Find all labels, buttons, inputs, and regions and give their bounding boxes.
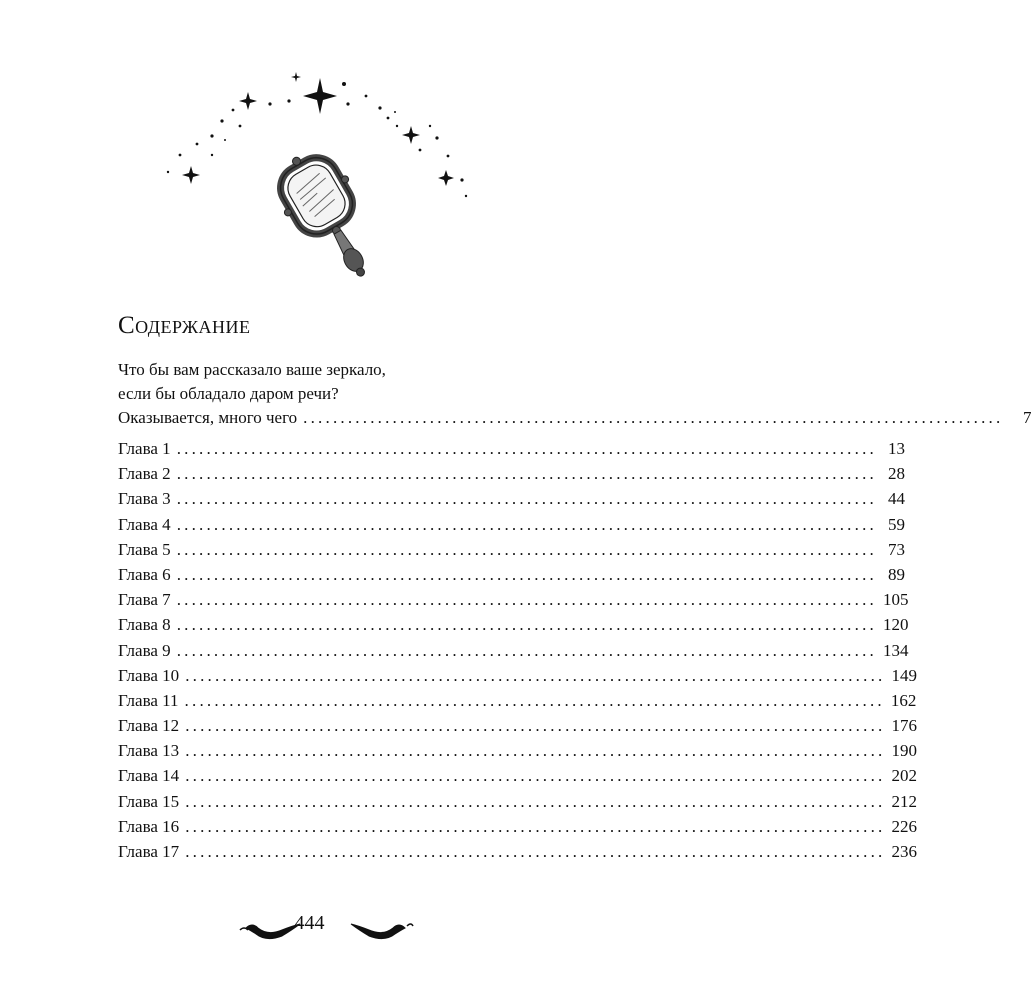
chapter-label: Глава 13 [118, 741, 180, 761]
dot-leader: .............................................................................................. [185, 816, 886, 836]
dot-leader: .............................................................................................. [176, 615, 877, 635]
toc-chapter-entry[interactable] [118, 640, 909, 666]
chapter-label: Глава 12 [118, 716, 180, 736]
chapter-label: Глава 4 [118, 514, 171, 534]
toc-chapter-entry[interactable] [118, 716, 917, 741]
toc-chapter-entry[interactable] [118, 564, 905, 590]
chapter-page-number: 190 [891, 741, 917, 761]
chapter-label: Глава 16 [118, 816, 180, 836]
chapter-label: Глава 11 [118, 690, 179, 710]
chapter-page-number: 44 [888, 489, 905, 509]
toc-chapter-entry[interactable] [118, 690, 917, 716]
toc-chapter-entry[interactable] [118, 791, 917, 817]
dot-leader: .............................................................................................. [185, 716, 886, 736]
toc-chapter-entry[interactable] [118, 489, 905, 514]
toc-chapter-entry[interactable] [118, 766, 917, 791]
dot-leader: .............................................................................................. [303, 408, 1004, 427]
chapter-label: Глава 2 [118, 464, 171, 484]
chapter-page-number: 13 [888, 439, 905, 458]
chapter-label: Глава 5 [118, 539, 171, 559]
hand-mirror-illustration [0, 0, 619, 300]
chapter-label: Глава 14 [118, 766, 180, 786]
dot-leader: .............................................................................................. [185, 791, 886, 811]
page-number: 444 [294, 912, 325, 934]
toc-chapter-entry[interactable] [118, 439, 905, 464]
intro-line: если бы обладало даром речи? [118, 384, 339, 403]
chapter-page-number: 162 [890, 690, 917, 710]
chapter-page-number: 149 [891, 665, 917, 685]
dot-leader: .............................................................................................. [176, 539, 877, 559]
chapter-page-number: 105 [883, 590, 909, 610]
toc-chapter-entry[interactable] [118, 464, 905, 489]
toc-chapter-entry[interactable] [118, 741, 917, 766]
toc-intro-entry[interactable] [118, 406, 1031, 431]
entry-label: Оказывается, много чего [118, 408, 298, 427]
dot-leader: .............................................................................................. [176, 514, 877, 534]
chapter-page-number: 236 [891, 842, 917, 861]
dot-leader: .............................................................................................. [185, 766, 886, 786]
dot-leader: .............................................................................................. [176, 590, 877, 610]
toc-chapter-entry[interactable] [118, 665, 917, 691]
dot-leader: .............................................................................................. [176, 489, 877, 509]
dot-leader: .............................................................................................. [185, 842, 886, 861]
chapter-page-number: 176 [891, 716, 917, 736]
toc-intro [118, 358, 1031, 431]
chapter-page-number: 202 [891, 766, 917, 786]
toc-title: Содержание [118, 312, 251, 339]
toc-chapter-entry[interactable] [118, 842, 917, 867]
dot-leader: .............................................................................................. [176, 640, 877, 660]
chapter-label: Глава 1 [118, 439, 171, 458]
chapter-page-number: 28 [888, 464, 905, 484]
chapter-label: Глава 10 [118, 665, 180, 685]
toc-chapter-entry[interactable] [118, 615, 909, 640]
entry-page-number: 7 [1022, 408, 1031, 427]
dot-leader: .............................................................................................. [176, 439, 877, 458]
toc-chapter-entry[interactable] [118, 590, 909, 615]
dot-leader: .............................................................................................. [185, 741, 886, 761]
dot-leader: .............................................................................................. [176, 564, 877, 584]
chapter-page-number: 59 [888, 514, 905, 534]
toc-chapter-entry[interactable] [118, 539, 905, 565]
chapter-label: Глава 17 [118, 842, 180, 861]
toc-chapter-entry[interactable] [118, 816, 917, 842]
chapter-page-number: 226 [891, 816, 917, 836]
chapter-label: Глава 7 [118, 590, 171, 610]
intro-line: Что бы вам рассказало ваше зеркало, [118, 360, 386, 379]
chapter-label: Глава 6 [118, 564, 171, 584]
chapter-list [118, 439, 917, 867]
chapter-label: Глава 8 [118, 615, 171, 635]
chapter-label: Глава 9 [118, 640, 171, 660]
dot-leader: .............................................................................................. [185, 665, 886, 685]
chapter-label: Глава 3 [118, 489, 171, 509]
chapter-page-number: 212 [891, 791, 917, 811]
chapter-label: Глава 15 [118, 791, 180, 811]
chapter-page-number: 89 [888, 564, 905, 584]
mirror-icon [263, 140, 394, 294]
chapter-page-number: 120 [883, 615, 909, 635]
chapter-page-number: 134 [883, 640, 909, 660]
dot-leader: .............................................................................................. [184, 690, 885, 710]
chapter-page-number: 73 [888, 539, 905, 559]
dot-leader: .............................................................................................. [176, 464, 877, 484]
toc-chapter-entry[interactable] [118, 514, 905, 540]
